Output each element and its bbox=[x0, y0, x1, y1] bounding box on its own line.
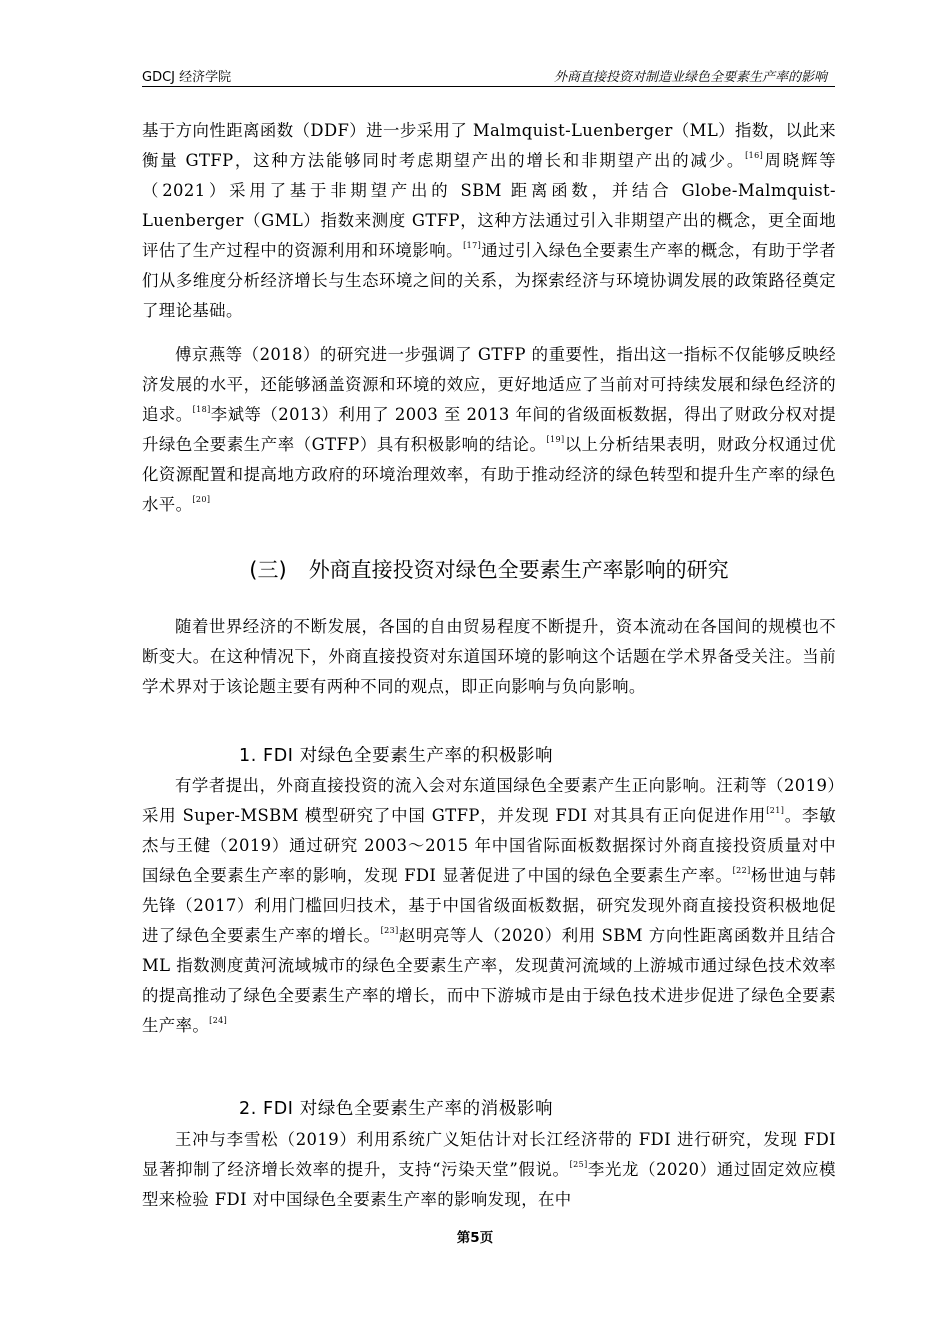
paragraph-text: 李光龙（2020）通过固定效应模型来检验 FDI 对中国绿色全要素生产率的影响发现，在中 bbox=[142, 1160, 836, 1209]
citation: [22] bbox=[732, 866, 751, 875]
paragraph-text: 杨世迪与韩先锋（2017）利用门槛回归技术，基于中国省级面板数据，研究发现外商直接投资积极地促进了绿色全要素生产率的增长。 bbox=[142, 866, 836, 945]
paragraph-text: 李斌等（2013）利用了 2003 至 2013 年间的省级面板数据，得出了财政分权对提升绿色全要素生产率（GTFP）具有积极影响的结论。 bbox=[142, 405, 837, 454]
header-paper-title: 外商直接投资对制造业绿色全要素生产率的影响 bbox=[553, 70, 827, 85]
citation: [25] bbox=[569, 1160, 588, 1169]
citation: [16] bbox=[745, 151, 764, 160]
citation: [21] bbox=[766, 806, 785, 815]
paragraph-positive-effects bbox=[142, 771, 836, 1041]
paragraph-text: 通过引入绿色全要素生产率的概念，有助于学者们从多维度分析经济增长与生态环境之间的关系，为探索经济与环境协调发展的政策路径奠定了理论基础。 bbox=[142, 241, 836, 320]
paragraph-intro-fdi bbox=[142, 612, 836, 702]
citation: [19] bbox=[546, 435, 565, 444]
paragraph-text: 王冲与李雪松（2019）利用系统广义矩估计对长江经济带的 FDI 进行研究，发现 FDI 显著抑制了经济增长效率的提升，支持“污染天堂”假说。 bbox=[142, 1130, 836, 1179]
paragraph-ddf-ml bbox=[142, 116, 836, 326]
citation: [24] bbox=[209, 1016, 228, 1025]
paragraph-text: 周晓辉等（2021）采用了基于非期望产出的 SBM 距离函数，并结合 Globe-Malmquist-Luenberger（GML）指数来测度 GTFP，这种方法通过引入非期望产出的概念，更全面地评估了生产过程中的资源利用和环境影响。 bbox=[142, 151, 836, 260]
paragraph-text: 傅京燕等（2018）的研究进一步强调了 GTFP 的重要性，指出这一指标不仅能够反映经济发展的水平，还能够涵盖资源和环境的效应，更好地适应了当前对可持续发展和绿色经济的追求。 bbox=[142, 345, 836, 424]
paragraph-text: 赵明亮等人（2020）利用 SBM 方向性距离函数并且结合 ML 指数测度黄河流域城市的绿色全要素生产率，发现黄河流域的上游城市通过绿色技术效率的提高推动了绿色全要素生产率的增长，而中下游城市是由于绿色技术进步促进了绿色全要素生产率。 bbox=[142, 926, 836, 1035]
citation: [17] bbox=[463, 241, 482, 250]
citation: [18] bbox=[192, 405, 211, 414]
section-title: 外商直接投资对绿色全要素生产率影响的研究 bbox=[308, 558, 729, 582]
section-heading bbox=[142, 555, 836, 585]
paragraph-text: 有学者提出，外商直接投资的流入会对东道国绿色全要素产生正向影响。汪莉等（2019）采用 Super-MSBM 模型研究了中国 GTFP，并发现 FDI 对其具有正向促进作用 bbox=[142, 776, 836, 825]
page-number: 第5页 bbox=[456, 1230, 494, 1246]
citation: [23] bbox=[380, 926, 399, 935]
paragraph-text: 。李敏杰与王健（2019）通过研究 2003～2015 年中国省际面板数据探讨外商直接投资质量对中国绿色全要素生产率的影响，发现 FDI 显著促进了中国的绿色全要素生产率。 bbox=[142, 806, 837, 885]
paragraph-negative-effects bbox=[142, 1125, 836, 1215]
paragraph-text: 随着世界经济的不断发展，各国的自由贸易程度不断提升，资本流动在各国间的规模也不断变大。在这种情况下，外商直接投资对东道国环境的影响这个话题在学术界备受关注。当前学术界对于该论题主要有两种不同的观点，即正向影响与负向影响。 bbox=[142, 617, 836, 696]
citation: [20] bbox=[192, 495, 211, 504]
page-header bbox=[142, 64, 835, 87]
paragraph-text: 以上分析结果表明，财政分权通过优化资源配置和提高地方政府的环境治理效率，有助于推动经济的绿色转型和提升生产率的绿色水平。 bbox=[142, 435, 836, 514]
paragraph-gtfp-importance bbox=[142, 340, 836, 520]
header-institution: GDCJ 经济学院 bbox=[142, 70, 232, 85]
paragraph-text: 基于方向性距离函数（DDF）进一步采用了 Malmquist-Luenberger（ML）指数，以此来衡量 GTFP，这种方法能够同时考虑期望产出的增长和非期望产出的减少。 bbox=[142, 121, 836, 170]
subsection-heading-positive: 1. FDI 对绿色全要素生产率的积极影响 bbox=[239, 746, 554, 766]
subsection-heading-negative: 2. FDI 对绿色全要素生产率的消极影响 bbox=[239, 1099, 554, 1119]
section-number: (三) bbox=[249, 558, 287, 582]
